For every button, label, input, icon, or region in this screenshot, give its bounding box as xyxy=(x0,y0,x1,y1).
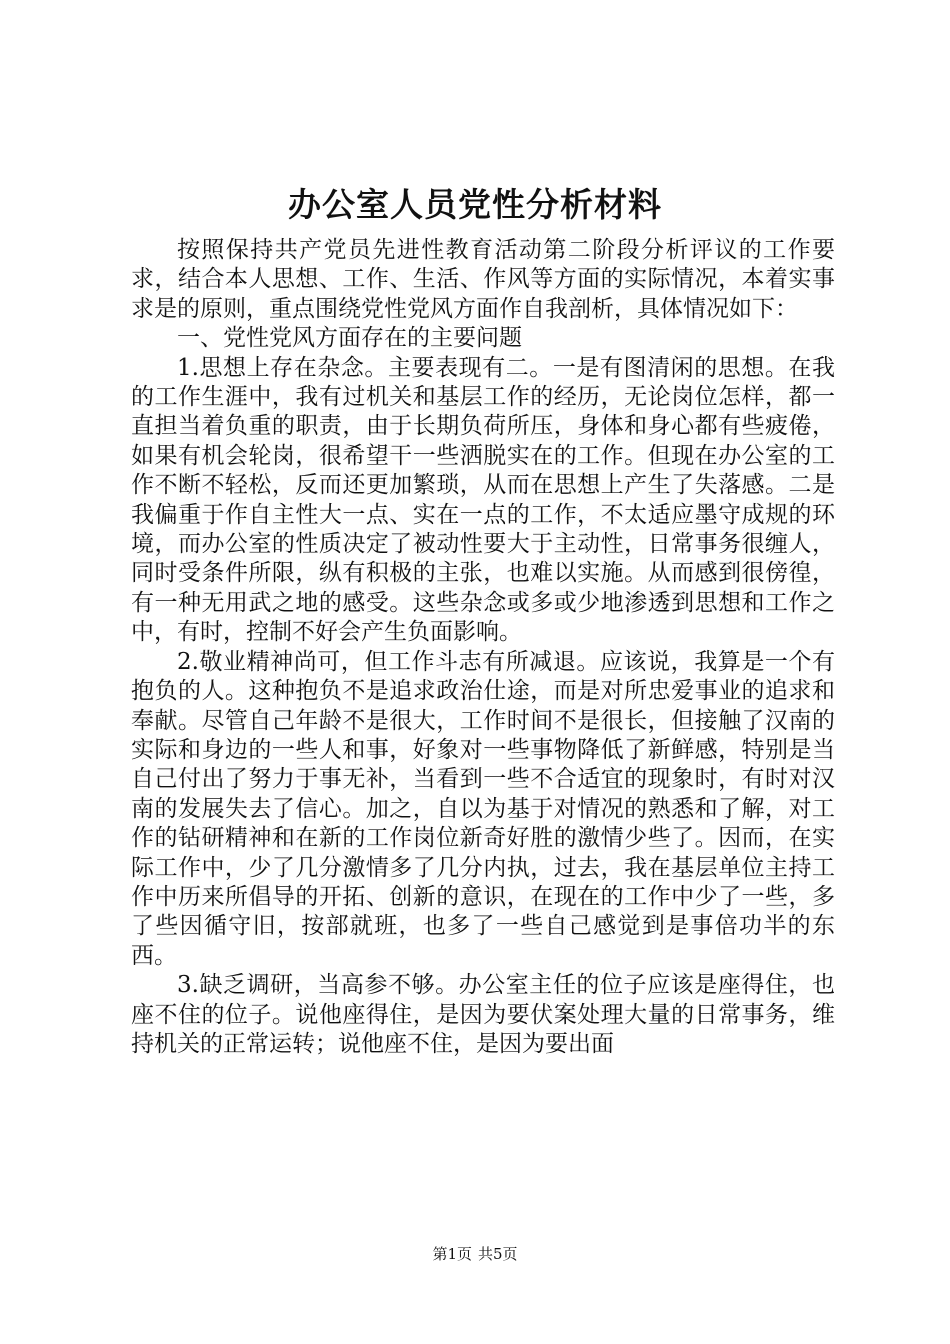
document-body xyxy=(131,236,835,1059)
intro-paragraph: 按照保持共产党员先进性教育活动第二阶段分析评议的工作要求，结合本人思想、工作、生活、作风等方面的实际情况，本着实事求是的原则，重点围绕党性党风方面作自我剖析，具体情况如下： xyxy=(131,237,835,322)
paragraph-point-2: 2.敬业精神尚可，但工作斗志有所减退。应该说，我算是一个有抱负的人。这种抱负不是追求政治仕途，而是对所忠爱事业的追求和奉献。尽管自己年龄不是很大，工作时间不是很长，但接触了汉南的实际和身边的一些人和事，好象对一些事物降低了新鲜感，特别是当自己付出了努力于事无补，当看到一些不合适宜的现象时，有时对汉南的发展失去了信心。加之，自以为基于对情况的熟悉和了解，对工作的钻研精神和在新的工作岗位新奇好胜的激情少些了。因而，在实际工作中，少了几分激情多了几分内执，过去，我在基层单位主持工作中历来所倡导的开拓、创新的意识，在现在的工作中少了一些，多了些因循守旧，按部就班，也多了一些自己感觉到是事倍功半的东西。 xyxy=(131,648,835,969)
page-total: 共5页 xyxy=(478,1245,518,1263)
paragraph-point-1: 1.思想上存在杂念。主要表现有二。一是有图清闲的思想。在我的工作生涯中，我有过机关和基层工作的经历，无论岗位怎样，都一直担当着负重的职责，由于长期负荷所压，身体和身心都有些疲倦，如果有机会轮岗，很希望干一些洒脱实在的工作。但现在办公室的工作不断不轻松，反而还更加繁琐，从而在思想上产生了失落感。二是我偏重于作自主性大一点、实在一点的工作，不太适应墨守成规的环境，而办公室的性质决定了被动性要大于主动性，日常事务很缠人，同时受条件所限，纵有积极的主张，也难以实施。从而感到很傍徨，有一种无用武之地的感受。这些杂念或多或少地渗透到思想和工作之中，有时，控制不好会产生负面影响。 xyxy=(131,354,835,646)
page-footer xyxy=(0,1244,950,1264)
page-number: 第1页 xyxy=(432,1245,472,1263)
paragraph-point-3: 3.缺乏调研，当高参不够。办公室主任的位子应该是座得住，也座不住的位子。说他座得住，是因为要伏案处理大量的日常事务，维持机关的正常运转；说他座不住，是因为要出面 xyxy=(131,972,835,1057)
section-heading: 一、党性党风方面存在的主要问题 xyxy=(177,325,522,352)
document-title: 办公室人员党性分析材料 xyxy=(288,185,662,224)
